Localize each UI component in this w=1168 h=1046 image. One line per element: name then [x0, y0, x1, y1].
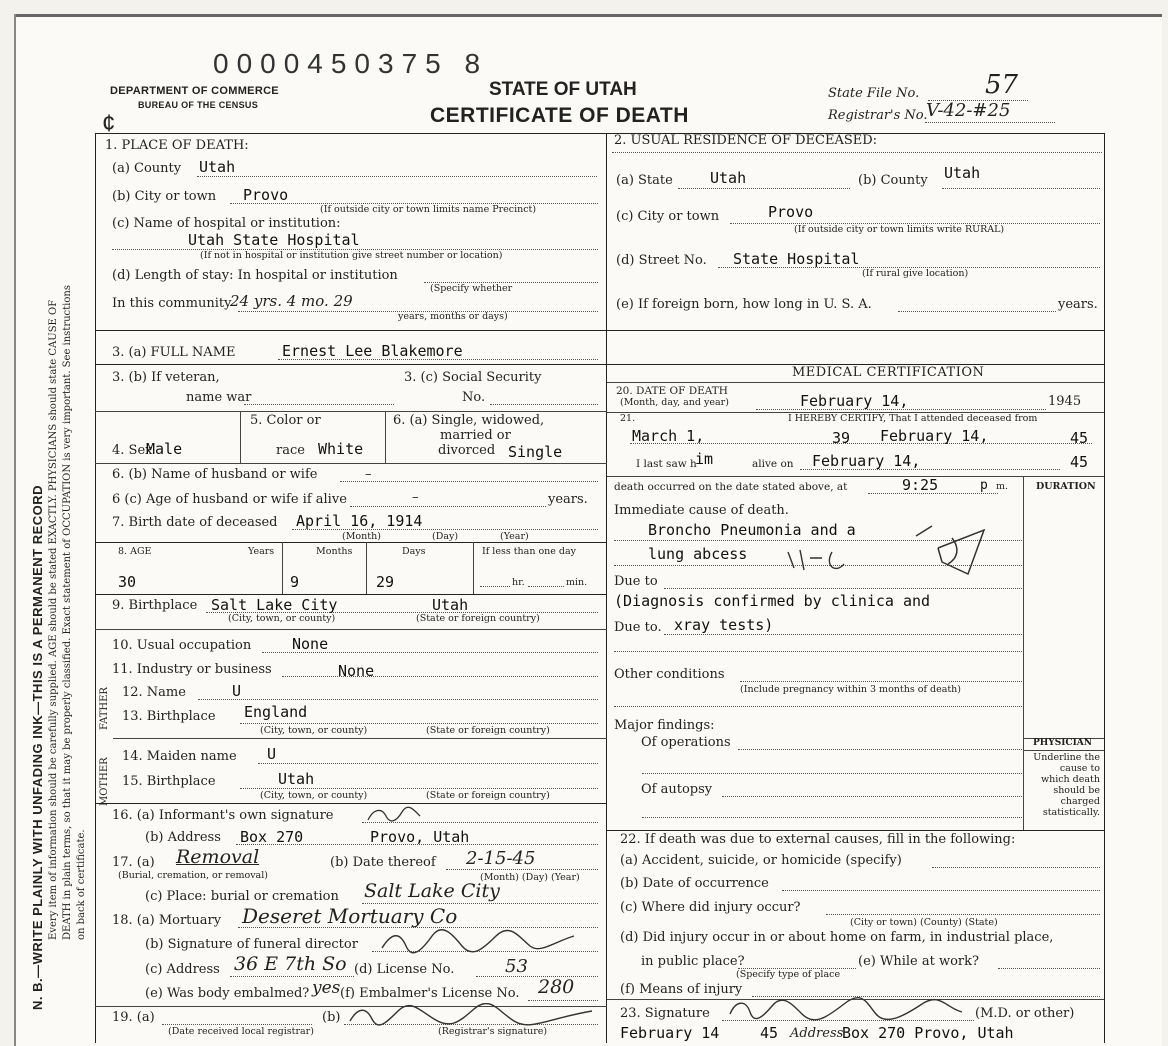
medical-heading: MEDICAL CERTIFICATION [792, 365, 985, 380]
duration-annotation-mark [784, 546, 854, 578]
mortuary-label: 18. (a) Mortuary [112, 913, 222, 928]
full-name-value: Ernest Lee Blakemore [282, 342, 463, 360]
hospital-label: (c) Name of hospital or institution: [112, 216, 341, 231]
marital-label-3: divorced [438, 443, 496, 458]
attended-from-value: March 1, [632, 427, 705, 445]
city-label: (b) City or town [112, 189, 217, 204]
specify-type-note: (Specify type of place [736, 969, 841, 980]
ssn-label-2: No. [462, 390, 486, 405]
min-label: min. [566, 577, 588, 588]
other-conditions-label: Other conditions [614, 667, 725, 682]
spouse-age-label: 6 (c) Age of husband or wife if alive [112, 492, 347, 507]
res-street-note: (If rural give location) [862, 268, 969, 279]
age-months-value: 9 [290, 573, 300, 591]
duration-label: DURATION [1036, 481, 1096, 492]
res-county-label: (b) County [858, 173, 928, 188]
marital-label: 6. (a) Single, widowed, [393, 413, 545, 428]
physician-signature [726, 996, 966, 1022]
place-of-death-heading: 1. PLACE OF DEATH: [105, 138, 249, 153]
attended-to-year: 45 [1070, 429, 1089, 447]
cause-annotation-mark [908, 518, 992, 580]
sex-label: 4. Sex [112, 443, 153, 458]
veteran-label: 3. (b) If veteran, [112, 370, 220, 385]
registrar-number-value: V-42-#25 [926, 100, 1011, 121]
while-at-work-label: (e) While at work? [858, 954, 979, 969]
birthplace-state-value: Utah [432, 596, 469, 614]
certify-number: 21. [620, 413, 636, 424]
certify-text: I HEREBY CERTIFY, That I attended deceased from [788, 413, 1038, 424]
birth-month-note: (Month) [342, 531, 381, 542]
date-of-death-year: 1945 [1048, 394, 1082, 409]
top-edge [16, 14, 1162, 17]
license-value: 53 [505, 956, 528, 977]
mortuary-address-value: 36 E 7th So [234, 953, 347, 975]
res-foreign-suffix: years. [1058, 297, 1098, 312]
mortuary-value: Deseret Mortuary Co [242, 904, 458, 928]
other-conditions-note: (Include pregnancy within 3 months of death) [740, 684, 962, 695]
res-city-value: Provo [768, 203, 814, 221]
specify-note-2: years, months or days) [398, 311, 508, 322]
bureau-label: BUREAU OF THE CENSUS [138, 100, 259, 110]
operations-label: Of operations [641, 735, 731, 750]
state-title: STATE OF UTAH [489, 79, 637, 100]
res-city-note: (If outside city or town limits write RURAL) [794, 224, 1005, 235]
signature-address-label: Address [790, 1026, 844, 1041]
county-label: (a) County [112, 161, 182, 176]
res-city-label: (c) City or town [616, 209, 720, 224]
months-label: Months [316, 546, 353, 557]
cause-line-2: lung abcess [648, 545, 748, 563]
specify-note: (Specify whether [430, 283, 513, 294]
registrar-b-label: (b) [322, 1010, 341, 1025]
major-findings-label: Major findings: [614, 718, 715, 733]
occupation-value: None [292, 635, 329, 653]
date-thereof-note: (Month) (Day) (Year) [480, 872, 580, 883]
color-label: 5. Color or [250, 413, 321, 428]
license-label: (d) License No. [354, 962, 455, 977]
occurrence-label: (b) Date of occurrence [620, 876, 769, 891]
marital-label-2: married or [440, 428, 511, 443]
informant-address-label: (b) Address [145, 830, 221, 845]
margin-note-inner: Every item of information should be carefully supplied. AGE should be stated EXACTLY. PHYSICIANS should state CAUSE OF [48, 299, 59, 940]
hospital-value: Utah State Hospital [188, 231, 360, 249]
spouse-label: 6. (b) Name of husband or wife [112, 467, 318, 482]
death-time-suffix: m. [996, 481, 1009, 492]
community-label: In this community [112, 296, 232, 311]
date-received-note: (Date received local registrar) [168, 1026, 314, 1037]
birthplace-label: 9. Birthplace [112, 598, 198, 613]
registrar-number-label: Registrar's No. [828, 108, 928, 123]
res-foreign-label: (e) If foreign born, how long in U. S. A. [616, 297, 872, 312]
birthplace-state-note: (State or foreign country) [416, 613, 540, 624]
diagnosis-line-2: xray tests) [674, 616, 774, 634]
immediate-cause-label: Immediate cause of death. [614, 503, 789, 518]
embalmer-license-label: (f) Embalmer's License No. [340, 986, 520, 1001]
diagnosis-line-1: (Diagnosis confirmed by clinica and [614, 592, 931, 610]
mother-birthplace-value: Utah [278, 770, 315, 788]
burial-place-value: Salt Lake City [364, 880, 500, 902]
ssn-label: 3. (c) Social Security [404, 370, 542, 385]
external-causes-label: 22. If death was due to external causes, fill in the following: [620, 832, 1016, 847]
accident-label: (a) Accident, suicide, or homicide (specify) [620, 853, 902, 868]
father-birthplace-value: England [244, 703, 308, 721]
date-thereof-label: (b) Date thereof [330, 855, 436, 870]
signature-label: 23. Signature [620, 1006, 710, 1021]
funeral-director-signature [378, 928, 578, 954]
birthplace-city-value: Salt Lake City [211, 596, 338, 614]
registrar-signature [346, 1003, 596, 1027]
physician-box-text: Underline the cause to which death should be charged statistically. [1033, 752, 1100, 818]
birthplace-city-note: (City, town, or county) [228, 613, 336, 624]
years-label: Years [248, 546, 275, 557]
race-value: White [318, 440, 364, 458]
certificate-title: CERTIFICATE OF DEATH [430, 104, 689, 127]
corner-mark: ¢ [102, 110, 116, 137]
father-label: FATHER [99, 687, 110, 730]
stay-label: (d) Length of stay: In hospital or institution [112, 268, 398, 283]
cause-line-1: Broncho Pneumonia and a [648, 521, 856, 539]
state-file-value: 57 [985, 70, 1019, 100]
death-city-value: Provo [243, 186, 289, 204]
less-than-day-label: If less than one day [482, 546, 577, 557]
spouse-age-suffix: years. [548, 492, 588, 507]
occurred-label: death occurred on the date stated above, at [614, 481, 848, 493]
res-state-value: Utah [710, 169, 747, 187]
marital-value: Single [508, 443, 563, 461]
physician-box-title: PHYSICIAN [1033, 738, 1092, 748]
veteran-label-2: name war [186, 390, 252, 405]
industry-value: None [338, 662, 375, 680]
age-days-value: 29 [376, 573, 395, 591]
department-label: DEPARTMENT OF COMMERCE [110, 85, 279, 97]
res-state-label: (a) State [616, 173, 673, 188]
serial-number: 0000450375 8 [213, 48, 489, 79]
age-years-value: 30 [118, 573, 137, 591]
hospital-note: (If not in hospital or institution give street number or location) [200, 250, 503, 261]
mother-label: MOTHER [99, 757, 110, 806]
md-label: (M.D. or other) [975, 1006, 1075, 1021]
funeral-director-label: (b) Signature of funeral director [145, 937, 358, 952]
injury-home-label: (d) Did injury occur in or about home on farm, in industrial place, [620, 930, 1054, 945]
due-to-label-2: Due to. [614, 620, 662, 635]
registrar-signature-note: (Registrar's signature) [438, 1026, 548, 1037]
industry-label: 11. Industry or business [112, 662, 272, 677]
father-city-note: (City, town, or county) [260, 725, 368, 736]
date-of-death-label: 20. DATE OF DEATH [616, 385, 728, 397]
disposition-value: Removal [176, 846, 260, 868]
death-time-value: 9:25 [902, 476, 939, 494]
last-saw-label: I last saw h [636, 458, 697, 470]
last-saw-value: im [695, 450, 714, 468]
days-label: Days [402, 546, 426, 557]
injury-where-note: (City or town) (County) (State) [850, 917, 998, 928]
age-label: 8. AGE [118, 546, 152, 557]
date-thereof-value: 2-15-45 [466, 848, 536, 869]
full-name-label: 3. (a) FULL NAME [112, 345, 236, 360]
death-county-value: Utah [199, 158, 236, 176]
margin-note-inner-3: on back of certificate. [76, 829, 87, 940]
birth-date-label: 7. Birth date of deceased [112, 515, 278, 530]
birth-year-note: (Year) [500, 531, 529, 542]
sex-value: Male [146, 440, 183, 458]
attended-to-value: February 14, [880, 427, 989, 445]
death-time-ampm: p [980, 478, 988, 493]
disposition-label: 17. (a) [112, 855, 155, 870]
res-street-value: State Hospital [733, 250, 860, 268]
father-birthplace-label: 13. Birthplace [122, 709, 216, 724]
signature-date: February 14 [620, 1024, 720, 1042]
father-name-label: 12. Name [122, 685, 186, 700]
mother-state-note: (State or foreign country) [426, 790, 550, 801]
mother-maiden-value: U [267, 745, 277, 763]
alive-on-value: February 14, [812, 452, 921, 470]
father-name-value: U [232, 682, 242, 700]
informant-signature [364, 802, 424, 826]
residence-heading: 2. USUAL RESIDENCE OF DECEASED: [614, 133, 878, 148]
registrar-a-label: 19. (a) [112, 1010, 155, 1025]
date-of-death-value: February 14, [800, 392, 909, 410]
signature-address-value: Box 270 Provo, Utah [842, 1024, 1014, 1042]
autopsy-label: Of autopsy [641, 782, 713, 797]
burial-place-label: (c) Place: burial or cremation [145, 889, 339, 904]
hr-label: hr. [512, 577, 525, 588]
mother-city-note: (City, town, or county) [260, 790, 368, 801]
embalmed-label: (e) Was body embalmed? [145, 986, 310, 1001]
city-note: (If outside city or town limits name Precinct) [320, 204, 537, 215]
signature-year: 45 [760, 1024, 779, 1042]
state-file-label: State File No. [828, 86, 920, 101]
public-place-label: in public place? [641, 954, 745, 969]
embalmer-license-value: 280 [538, 976, 575, 998]
community-value: 24 yrs. 4 mo. 29 [230, 292, 353, 310]
res-county-value: Utah [944, 164, 981, 182]
birth-date-value: April 16, 1914 [296, 512, 423, 530]
mother-maiden-label: 14. Maiden name [122, 749, 237, 764]
margin-note-inner-2: DEATH in plain terms, so that it may be properly classified. Exact statement of OCCUPATION is very important. See instructions [62, 285, 73, 940]
occupation-label: 10. Usual occupation [112, 638, 252, 653]
informant-label: 16. (a) Informant's own signature [112, 808, 334, 823]
embalmed-value: yes [312, 978, 341, 998]
disposition-note: (Burial, cremation, or removal) [118, 870, 268, 881]
spouse-value: – [365, 467, 372, 482]
means-of-injury-label: (f) Means of injury [620, 982, 743, 997]
date-of-death-note: (Month, day, and year) [620, 397, 729, 408]
res-street-label: (d) Street No. [616, 253, 707, 268]
spouse-age-value: – [412, 490, 419, 505]
informant-address-value: Box 270 [240, 828, 304, 846]
mother-birthplace-label: 15. Birthplace [122, 774, 216, 789]
alive-on-label: alive on [752, 458, 794, 470]
race-label: race [276, 443, 305, 458]
margin-note-outer: N. B.—WRITE PLAINLY WITH UNFADING INK—THIS IS A PERMANENT RECORD [30, 484, 45, 1010]
injury-where-label: (c) Where did injury occur? [620, 900, 801, 915]
father-state-note: (State or foreign country) [426, 725, 550, 736]
birth-day-note: (Day) [432, 531, 459, 542]
due-to-label: Due to [614, 574, 658, 589]
alive-on-year: 45 [1070, 453, 1089, 471]
informant-address-city: Provo, Utah [370, 828, 470, 846]
mortuary-address-label: (c) Address [145, 962, 220, 977]
attended-from-year: 39 [832, 429, 851, 447]
